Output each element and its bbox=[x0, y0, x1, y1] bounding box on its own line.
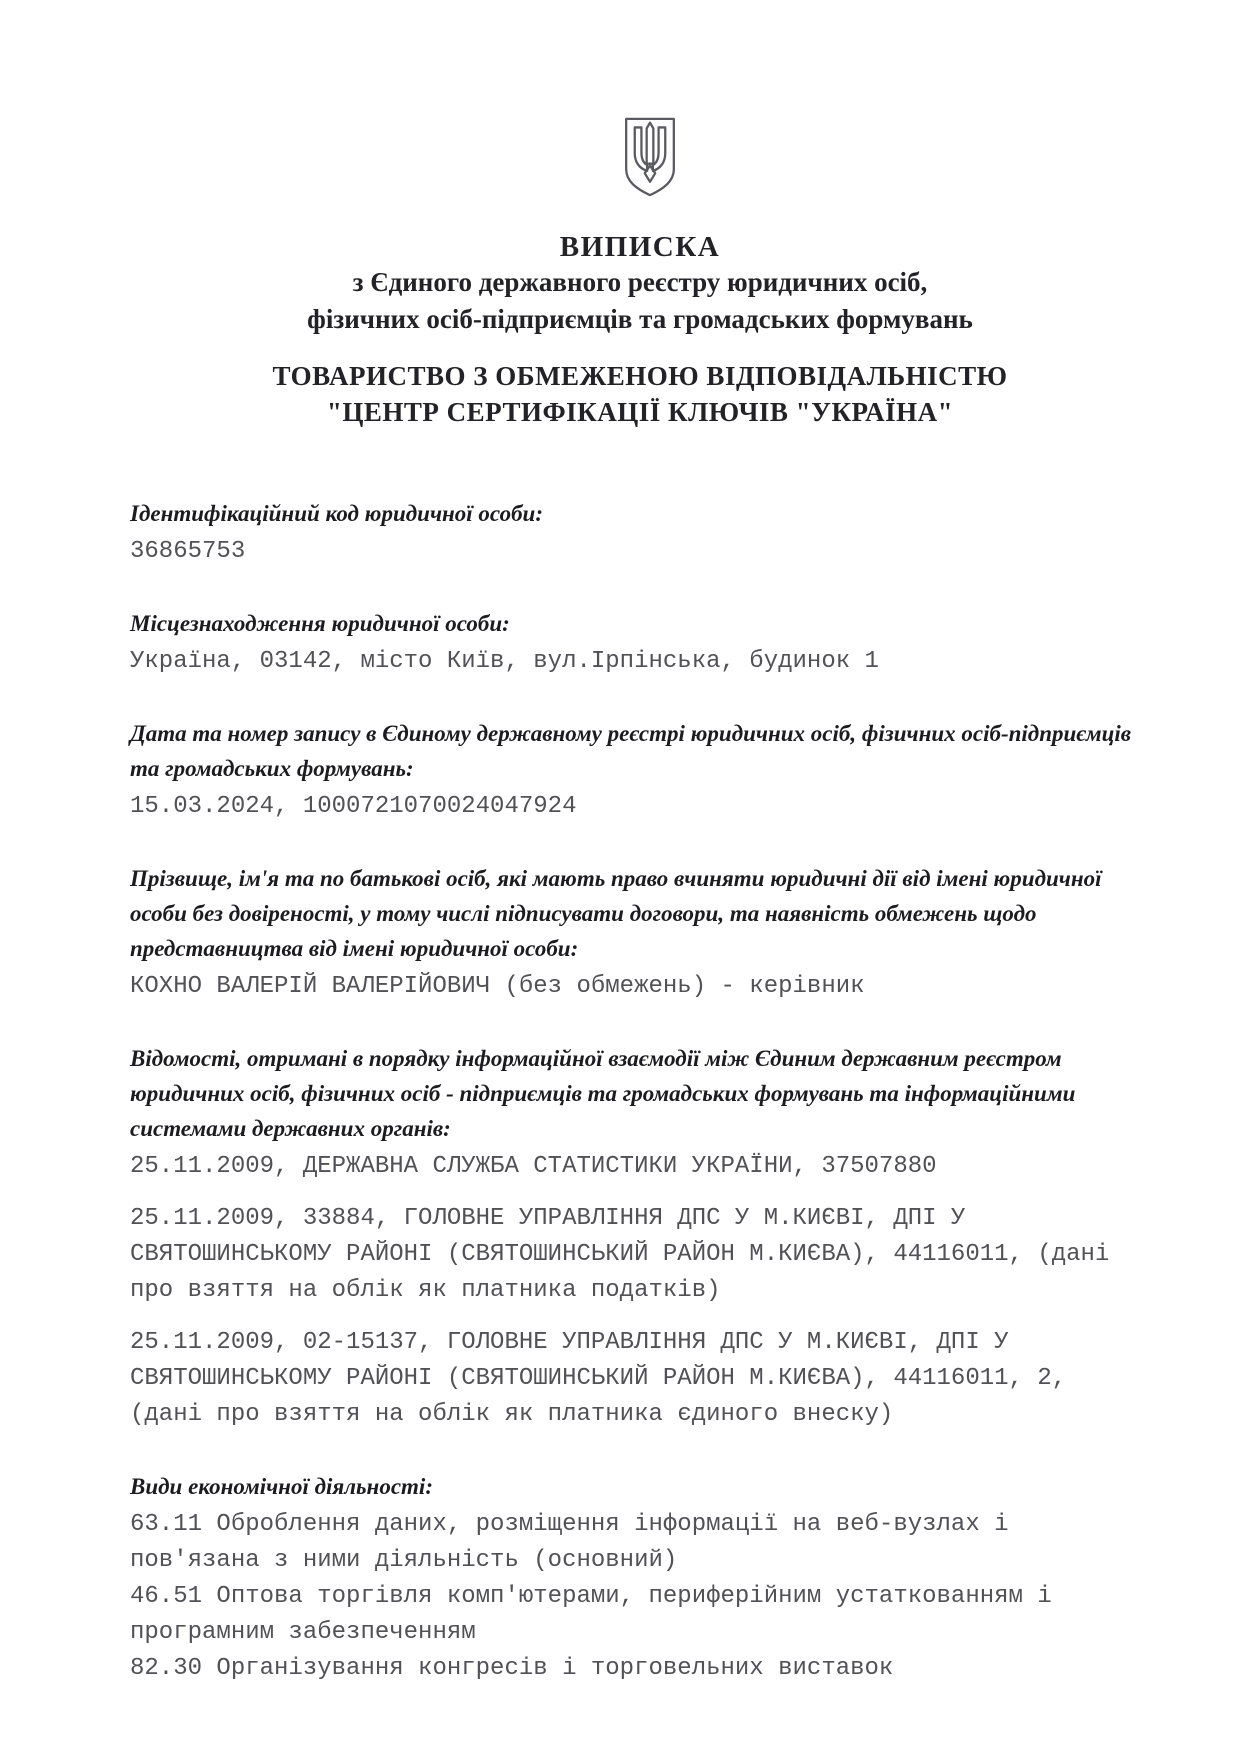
shield-outline bbox=[626, 119, 674, 195]
emblem-row bbox=[140, 116, 1160, 198]
section-value: 82.30 Організування конгресів і торговельних виставок bbox=[130, 1655, 894, 1682]
company-name-line: "ЦЕНТР СЕРТИФІКАЦІЇ КЛЮЧІВ "УКРАЇНА" bbox=[326, 397, 954, 427]
subtitle-line: з Єдиного державного реєстру юридичних осіб, bbox=[352, 267, 928, 297]
section-label: Відомості, отримані в порядку інформаційної взаємодії між Єдиним державним реєстром юридичних осіб, фізичних осіб - підприємців та громадських формувань та інформаційними системами державних органів: bbox=[130, 1046, 1076, 1141]
section-value: 63.11 Оброблення даних, розміщення інформації на веб-вузлах і пов'язана з ними діяльність (основний) bbox=[130, 1511, 1009, 1574]
section-label: Дата та номер запису в Єдиному державному реєстрі юридичних осіб, фізичних осіб-підприємців та громадських формувань: bbox=[130, 721, 1132, 781]
register-section bbox=[130, 496, 1150, 570]
trident-right-prong bbox=[653, 127, 665, 170]
section-label: Види економічної діяльності: bbox=[130, 1474, 433, 1499]
coat-of-arms-icon bbox=[621, 116, 679, 198]
section-value: 25.11.2009, 02-15137, ГОЛОВНЕ УПРАВЛІННЯ ДПС У М.КИЄВІ, ДПІ У СВЯТОШИНСЬКОМУ РАЙОНІ (СВЯТОШИНСЬКИЙ РАЙОН М.КИЄВА), 44116011, 2, (дані про взяття на облік як платника єдиного внеску) bbox=[130, 1329, 1067, 1428]
trident-center-prong bbox=[647, 123, 654, 164]
register-section bbox=[130, 606, 1150, 680]
document-title: ВИПИСКА bbox=[559, 231, 721, 263]
section-value: КОХНО ВАЛЕРІЙ ВАЛЕРІЙОВИЧ (без обмежень) - керівник bbox=[130, 973, 865, 1000]
document-subtitle bbox=[130, 264, 1150, 338]
section-label: Місцезнаходження юридичної особи: bbox=[130, 611, 510, 636]
register-section bbox=[130, 716, 1150, 825]
section-value: 36865753 bbox=[130, 538, 246, 565]
section-value: 25.11.2009, ДЕРЖАВНА СЛУЖБА СТАТИСТИКИ УКРАЇНИ, 37507880 bbox=[130, 1153, 937, 1180]
register-sections bbox=[130, 496, 1150, 1687]
section-value: 25.11.2009, 33884, ГОЛОВНЕ УПРАВЛІННЯ ДПС У М.КИЄВІ, ДПІ У СВЯТОШИНСЬКОМУ РАЙОНІ (СВЯТОШИНСЬКИЙ РАЙОН М.КИЄВА), 44116011, (дані про взяття на облік як платника податків) bbox=[130, 1205, 1110, 1304]
section-value: Україна, 03142, місто Київ, вул.Ірпінська, будинок 1 bbox=[130, 648, 879, 675]
register-section bbox=[130, 1041, 1150, 1433]
section-label: Ідентифікаційний код юридичної особи: bbox=[130, 501, 544, 526]
subtitle-line: фізичних осіб-підприємців та громадських формувань bbox=[307, 304, 973, 334]
company-name-line: ТОВАРИСТВО З ОБМЕЖЕНОЮ ВІДПОВІДАЛЬНІСТЮ bbox=[272, 361, 1008, 391]
register-section bbox=[130, 1469, 1150, 1687]
section-value: 15.03.2024, 1000721070024047924 bbox=[130, 793, 577, 820]
company-name bbox=[130, 358, 1150, 430]
section-label: Прізвище, ім'я та по батькові осіб, які мають право вчиняти юридичні дії від імені юридичної особи без довіреності, у тому числі підписувати договори, та наявність обмежень щодо представництва від імені юридичної особи: bbox=[130, 866, 1102, 961]
register-section bbox=[130, 861, 1150, 1005]
trident-left-prong bbox=[635, 127, 647, 170]
section-value: 46.51 Оптова торгівля комп'ютерами, периферійним устаткованням і програмним забезпеченням bbox=[130, 1583, 1052, 1646]
